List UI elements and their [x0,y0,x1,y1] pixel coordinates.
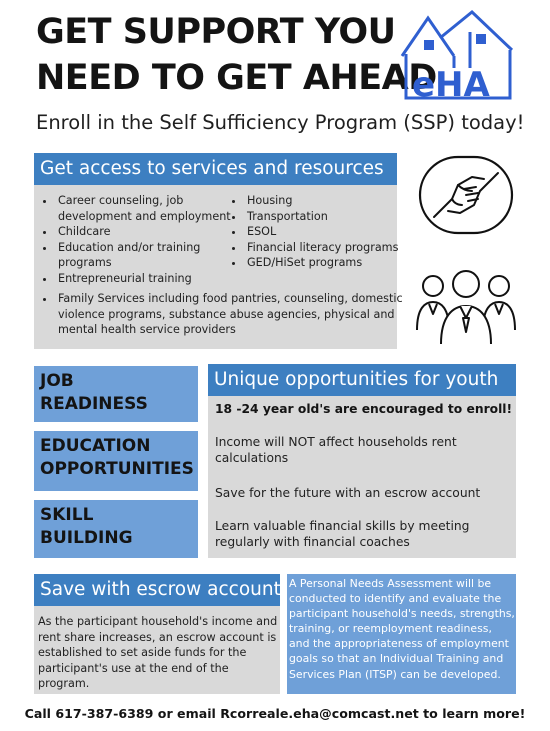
eha-logo [398,10,516,102]
escrow-title: Save with escrow account [34,574,280,606]
services-left-list [38,193,251,286]
services-title: Get access to services and resources [34,153,397,185]
youth-title: Unique opportunities for youth [208,364,516,396]
list-item: • Family Services including food pantries, counseling, domestic violence programs, substance abuse agencies, physical and mental health service providers [56,291,411,338]
escrow-body: As the participant household's income and rent share increases, an escrow account is established to set aside funds for the participant's use at the end of the program. [38,615,278,690]
tile-education-opportunities [34,431,198,491]
list-item: • Financial literacy programs [245,240,415,256]
services-full-list [38,291,411,338]
services-right-list [227,193,415,271]
list-item: • Housing [245,193,415,209]
handshake-icon [418,155,514,235]
tile-line: BUILDING [40,528,133,548]
tile-line: READINESS [40,394,148,414]
tile-line: OPPORTUNITIES [40,459,194,479]
tile-skill-building [34,500,198,558]
tile-job-readiness [34,366,198,422]
list-item: • Entrepreneurial training [56,271,251,287]
list-item: • GED/HiSet programs [245,255,415,271]
headline-line-1: GET SUPPORT YOU [36,12,396,52]
tile-line: JOB [40,371,74,391]
assessment-body: A Personal Needs Assessment will be conducted to identify and evaluate the participant household's needs, strengths, training, or reemployment readiness, and the appropriateness of employment goals so that an Individual Training and Services Plan (ITSP) can be developed. [289,577,515,681]
headline-line-2: NEED TO GET AHEAD [36,58,437,98]
list-item: • Education and/or training programs [56,240,251,271]
tile-line: EDUCATION [40,436,151,456]
youth-paragraph-2: Save for the future with an escrow account [215,486,481,500]
subheadline: Enroll in the Self Sufficiency Program (SSP) today! [36,111,525,134]
group-of-people-icon [415,260,517,346]
youth-paragraph-1: Income will NOT affect households rent calculations [215,435,457,465]
tile-line: SKILL [40,505,94,525]
logo-text: eHA [412,65,490,102]
footer-contact: Call 617-387-6389 or email Rcorreale.eha@comcast.net to learn more! [24,706,526,721]
list-item: • Transportation [245,209,415,225]
youth-bold-line: 18 -24 year old's are encouraged to enroll! [215,402,513,416]
list-item: • ESOL [245,224,415,240]
list-item: • Childcare [56,224,251,240]
list-item: • Career counseling, job development and employment [56,193,251,224]
youth-paragraph-3: Learn valuable financial skills by meeting regularly with financial coaches [215,519,470,549]
